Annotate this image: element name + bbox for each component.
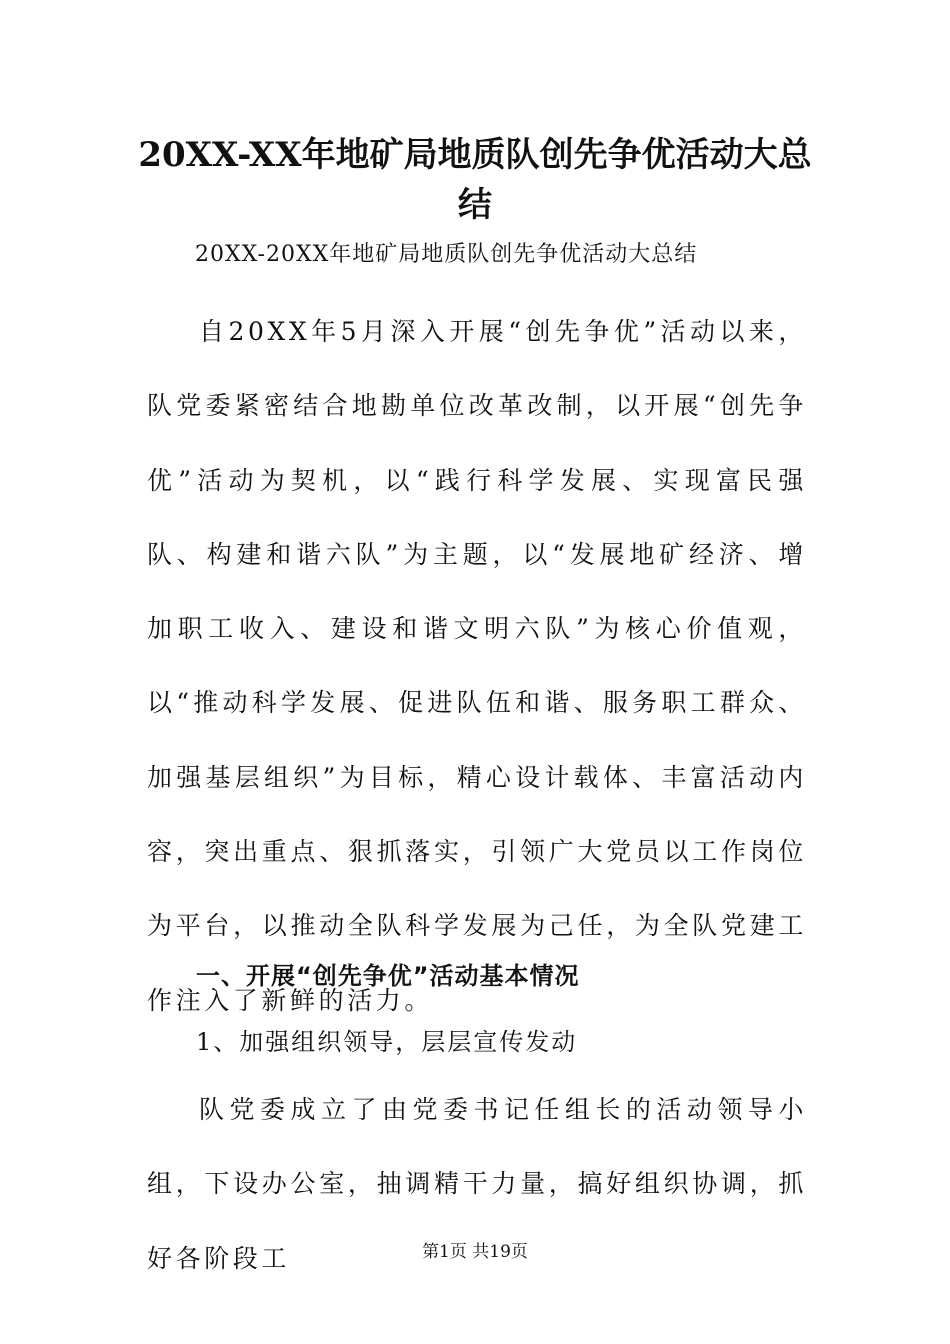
paragraph-organization: 队党委成立了由党委书记任组长的活动领导小组，下设办公室，抽调精干力量，搞好组织协调，抓好各阶段工 — [147, 1095, 807, 1273]
document-title-line1: 20XX-XX年地矿局地质队创先争优活动大总 — [138, 135, 812, 175]
page-footer: 第1页 共19页 — [422, 1242, 528, 1262]
section-heading: 一、开展“创先争优”活动基本情况 — [196, 962, 580, 990]
document-subtitle: 20XX-20XX年地矿局地质队创先争优活动大总结 — [195, 242, 698, 267]
paragraph-intro: 自20XX年5月深入开展“创先争优”活动以来，队党委紧密结合地勘单位改革改制，以开展“创先争优”活动为契机，以“践行科学发展、实现富民强队、构建和谐六队”为主题，以“发展地矿经济、增加职工收入、建设和谐文明六队”为核心价值观，以“推动科学发展、促进队伍和谐、服务职工群众、加强基层组织”为目标，精心设计载体、丰富活动内容，突出重点、狠抓落实，引领广大党员以工作岗位为平台，以推动全队科学发展为己任，为全队党建工作注入了新鲜的活力。 — [147, 317, 807, 1015]
subsection-heading: 1、加强组织领导，层层宣传发动 — [196, 1028, 578, 1056]
document-title-line2: 结 — [458, 185, 492, 225]
